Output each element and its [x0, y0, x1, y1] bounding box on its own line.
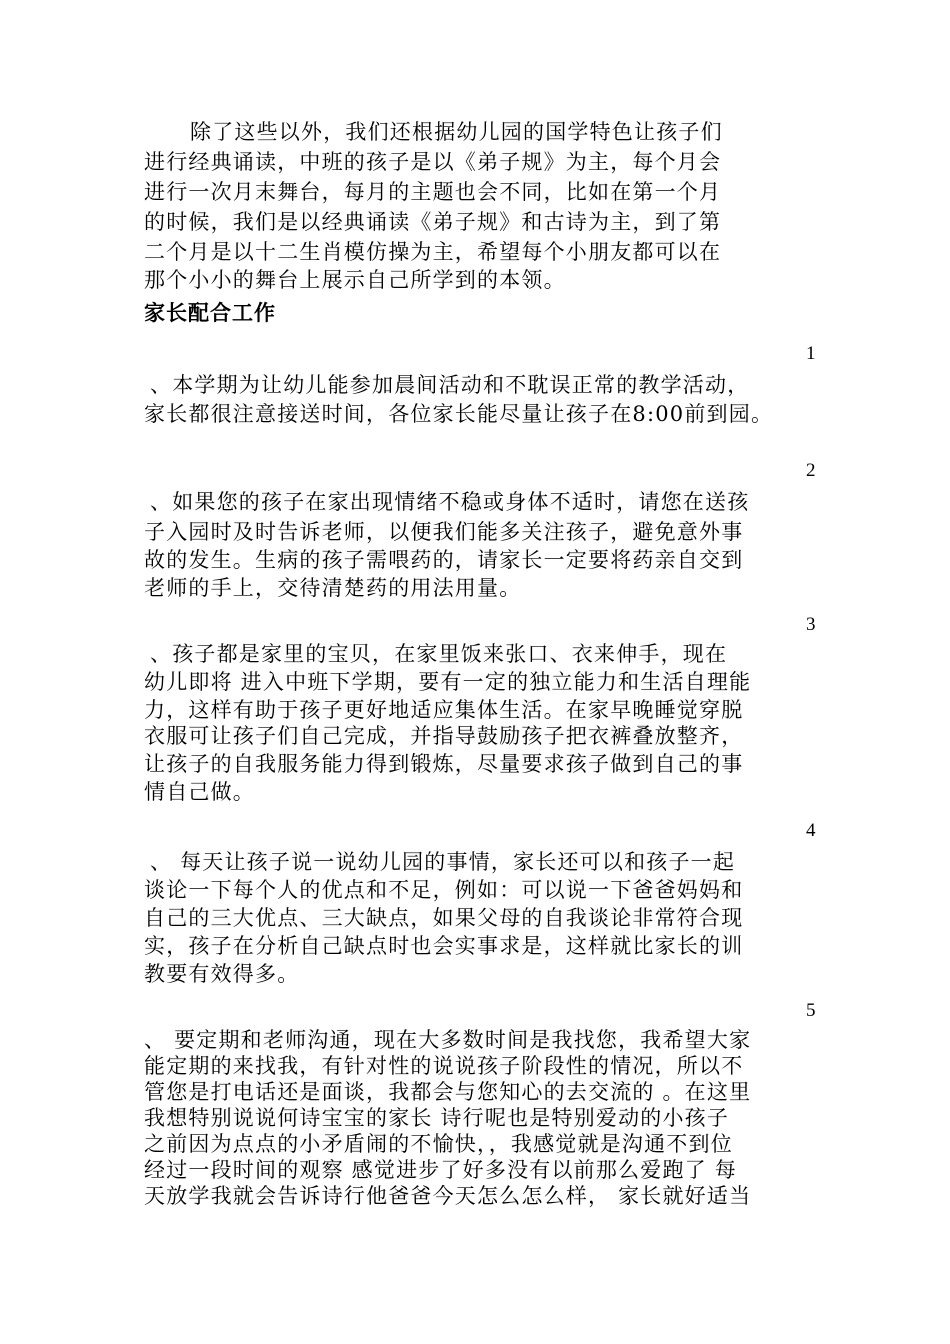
item-line: 让孩子的自我服务能力得到锻炼，尽量要求孩子做到自己的事	[144, 752, 744, 776]
item-line: 、孩子都是家里的宝贝，在家里饭来张口、衣来伸手，现在	[150, 642, 728, 666]
item-line: 谈论一下每个人的优点和不足，例如：可以说一下爸爸妈妈和	[144, 878, 744, 902]
item-number: 3	[806, 614, 816, 635]
intro-line-5: 二个月是以十二生肖模仿操为主，希望每个小朋友都可以在	[144, 240, 722, 264]
item-line: 实，孩子在分析自己缺点时也会实事求是，这样就比家长的训	[144, 934, 744, 958]
item-line: 幼儿即将 进入中班下学期，要有一定的独立能力和生活自理能	[144, 670, 752, 694]
item-line: 衣服可让孩子们自己完成，并指导鼓励孩子把衣裤叠放整齐，	[144, 724, 744, 748]
item-line: 自己的三大优点、三大缺点，如果父母的自我谈论非常符合现	[144, 906, 744, 930]
item-line: 我想特别说说何诗宝宝的家长 诗行呢也是特别爱动的小孩子	[144, 1106, 730, 1130]
item-line: 管您是打电话还是面谈，我都会与您知心的去交流的 。在这里	[144, 1080, 752, 1104]
item-line: 、如果您的孩子在家出现情绪不稳或身体不适时，请您在送孩	[150, 490, 750, 514]
item-line: 、本学期为让幼儿能参加晨间活动和不耽误正常的教学活动，	[150, 373, 750, 397]
item-line: 、 每天让孩子说一说幼儿园的事情，家长还可以和孩子一起	[150, 850, 736, 874]
intro-line-2: 进行经典诵读，中班的孩子是以《弟子规》为主，每个月会	[144, 150, 722, 174]
item-line: 经过一段时间的观察 感觉进步了好多没有以前那么爱跑了 每	[144, 1158, 737, 1182]
item-line: 家长都很注意接送时间，各位家长能尽量让孩子在8:00前到园。	[144, 402, 774, 426]
intro-line-1: 除了这些以外，我们还根据幼儿园的国学特色让孩子们	[190, 120, 723, 144]
item-line: 老师的手上，交待清楚药的用法用量。	[144, 576, 522, 600]
item-line: 能定期的来找我，有针对性的说说孩子阶段性的情况，所以不	[144, 1054, 744, 1078]
item-number: 2	[806, 460, 816, 481]
item-line: 情自己做。	[144, 780, 255, 804]
intro-line-3: 进行一次月末舞台，每月的主题也会不同，比如在第一个月	[144, 180, 722, 204]
item-line: 、 要定期和老师沟通，现在大多数时间是我找您，我希望大家	[144, 1028, 752, 1052]
item-number: 5	[806, 1000, 816, 1021]
item-line: 天放学我就会告诉诗行他爸爸今天怎么怎么样， 家长就好适当	[144, 1184, 752, 1208]
item-line: 子入园时及时告诉老师，以便我们能多关注孩子，避免意外事	[144, 520, 744, 544]
item-line: 力，这样有助于孩子更好地适应集体生活。在家早晚睡觉穿脱	[144, 698, 744, 722]
item-number: 1	[806, 343, 816, 364]
section-title: 家长配合工作	[144, 300, 276, 325]
item-line: 故的发生。生病的孩子需喂药的，请家长一定要将药亲自交到	[144, 548, 744, 572]
intro-line-6: 那个小小的舞台上展示自己所学到的本领。	[144, 268, 566, 292]
item-line: 教要有效得多。	[144, 962, 300, 986]
item-number: 4	[806, 820, 816, 841]
item-line: 之前因为点点的小矛盾闹的不愉快，，我感觉就是沟通不到位	[144, 1132, 733, 1156]
intro-line-4: 的时候，我们是以经典诵读《弟子规》和古诗为主，到了第	[144, 210, 722, 234]
